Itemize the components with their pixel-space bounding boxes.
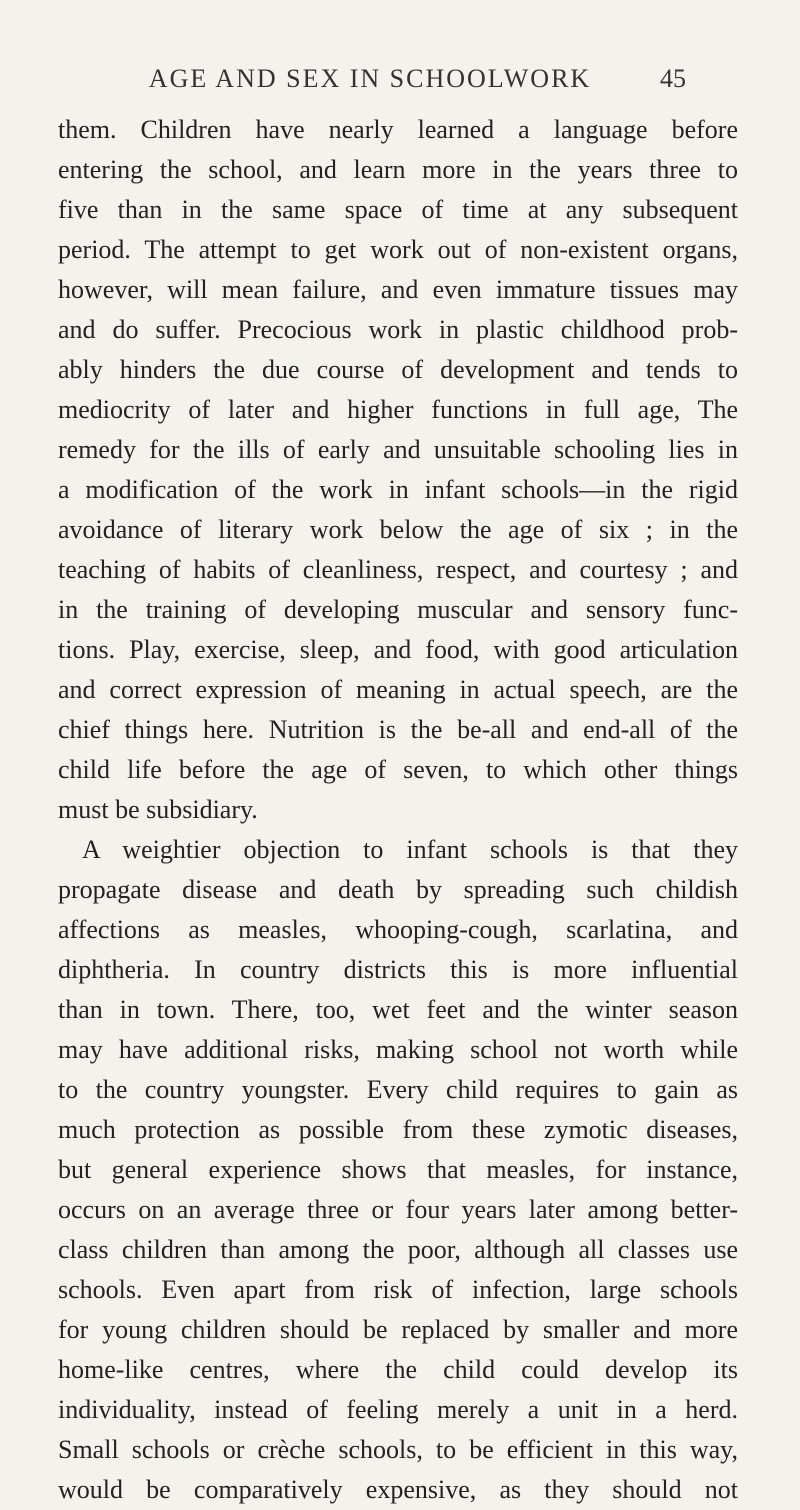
text-line: A weightier objection to infant schools is that they [82, 835, 738, 864]
text-line: individuality, instead of feeling merely a unit in a herd. [58, 1395, 738, 1424]
text-line: and do suffer. Precocious work in plastic childhood prob- [58, 315, 738, 344]
text-line: them. Children have nearly learned a language before [58, 115, 738, 144]
text-line: avoidance of literary work below the age of six ; in the [58, 515, 738, 544]
text-line: must be subsidiary. [58, 795, 258, 824]
text-line: than in town. There, too, wet feet and the winter season [58, 995, 738, 1024]
text-line: much protection as possible from these zymotic diseases, [58, 1115, 738, 1144]
text-line: in the training of developing muscular and sensory func- [58, 595, 738, 624]
text-line: occurs on an average three or four years later among better- [58, 1195, 738, 1224]
running-head-title: AGE AND SEX IN SCHOOLWORK [148, 64, 592, 93]
text-line: tions. Play, exercise, sleep, and food, with good articulation [58, 635, 738, 664]
text-line: would be comparatively expensive, as they should not [58, 1475, 738, 1504]
text-line: teaching of habits of cleanliness, respect, and courtesy ; and [58, 555, 738, 584]
text-line: to the country youngster. Every child requires to gain as [58, 1075, 738, 1104]
text-line: schools. Even apart from risk of infection, large schools [58, 1275, 738, 1304]
text-line: diphtheria. In country districts this is more influential [58, 955, 738, 984]
text-line: ably hinders the due course of development and tends to [58, 355, 738, 384]
text-line: mediocrity of later and higher functions in full age, The [58, 395, 738, 424]
text-line: five than in the same space of time at any subsequent [58, 195, 738, 224]
text-line: a modification of the work in infant schools—in the rigid [58, 475, 738, 504]
text-line: Small schools or crèche schools, to be efficient in this way, [58, 1435, 738, 1464]
body-text [58, 110, 738, 1510]
text-line: chief things here. Nutrition is the be-all and end-all of the [58, 715, 738, 744]
text-line: class children than among the poor, although all classes use [58, 1235, 738, 1264]
text-line: home-like centres, where the child could develop its [58, 1355, 738, 1384]
text-line: period. The attempt to get work out of non-existent organs, [58, 235, 738, 264]
text-line: for young children should be replaced by smaller and more [58, 1315, 738, 1344]
text-line: remedy for the ills of early and unsuitable schooling lies in [58, 435, 738, 464]
page-number: 45 [660, 64, 686, 93]
text-line: entering the school, and learn more in the years three to [58, 155, 738, 184]
text-line: affections as measles, whooping-cough, scarlatina, and [58, 915, 738, 944]
text-line: propagate disease and death by spreading such childish [58, 875, 738, 904]
text-line: child life before the age of seven, to which other things [58, 755, 738, 784]
text-line: and correct expression of meaning in actual speech, are the [58, 675, 738, 704]
text-line: but general experience shows that measles, for instance, [58, 1155, 738, 1184]
text-line: may have additional risks, making school not worth while [58, 1035, 738, 1064]
text-line: however, will mean failure, and even immature tissues may [58, 275, 738, 304]
